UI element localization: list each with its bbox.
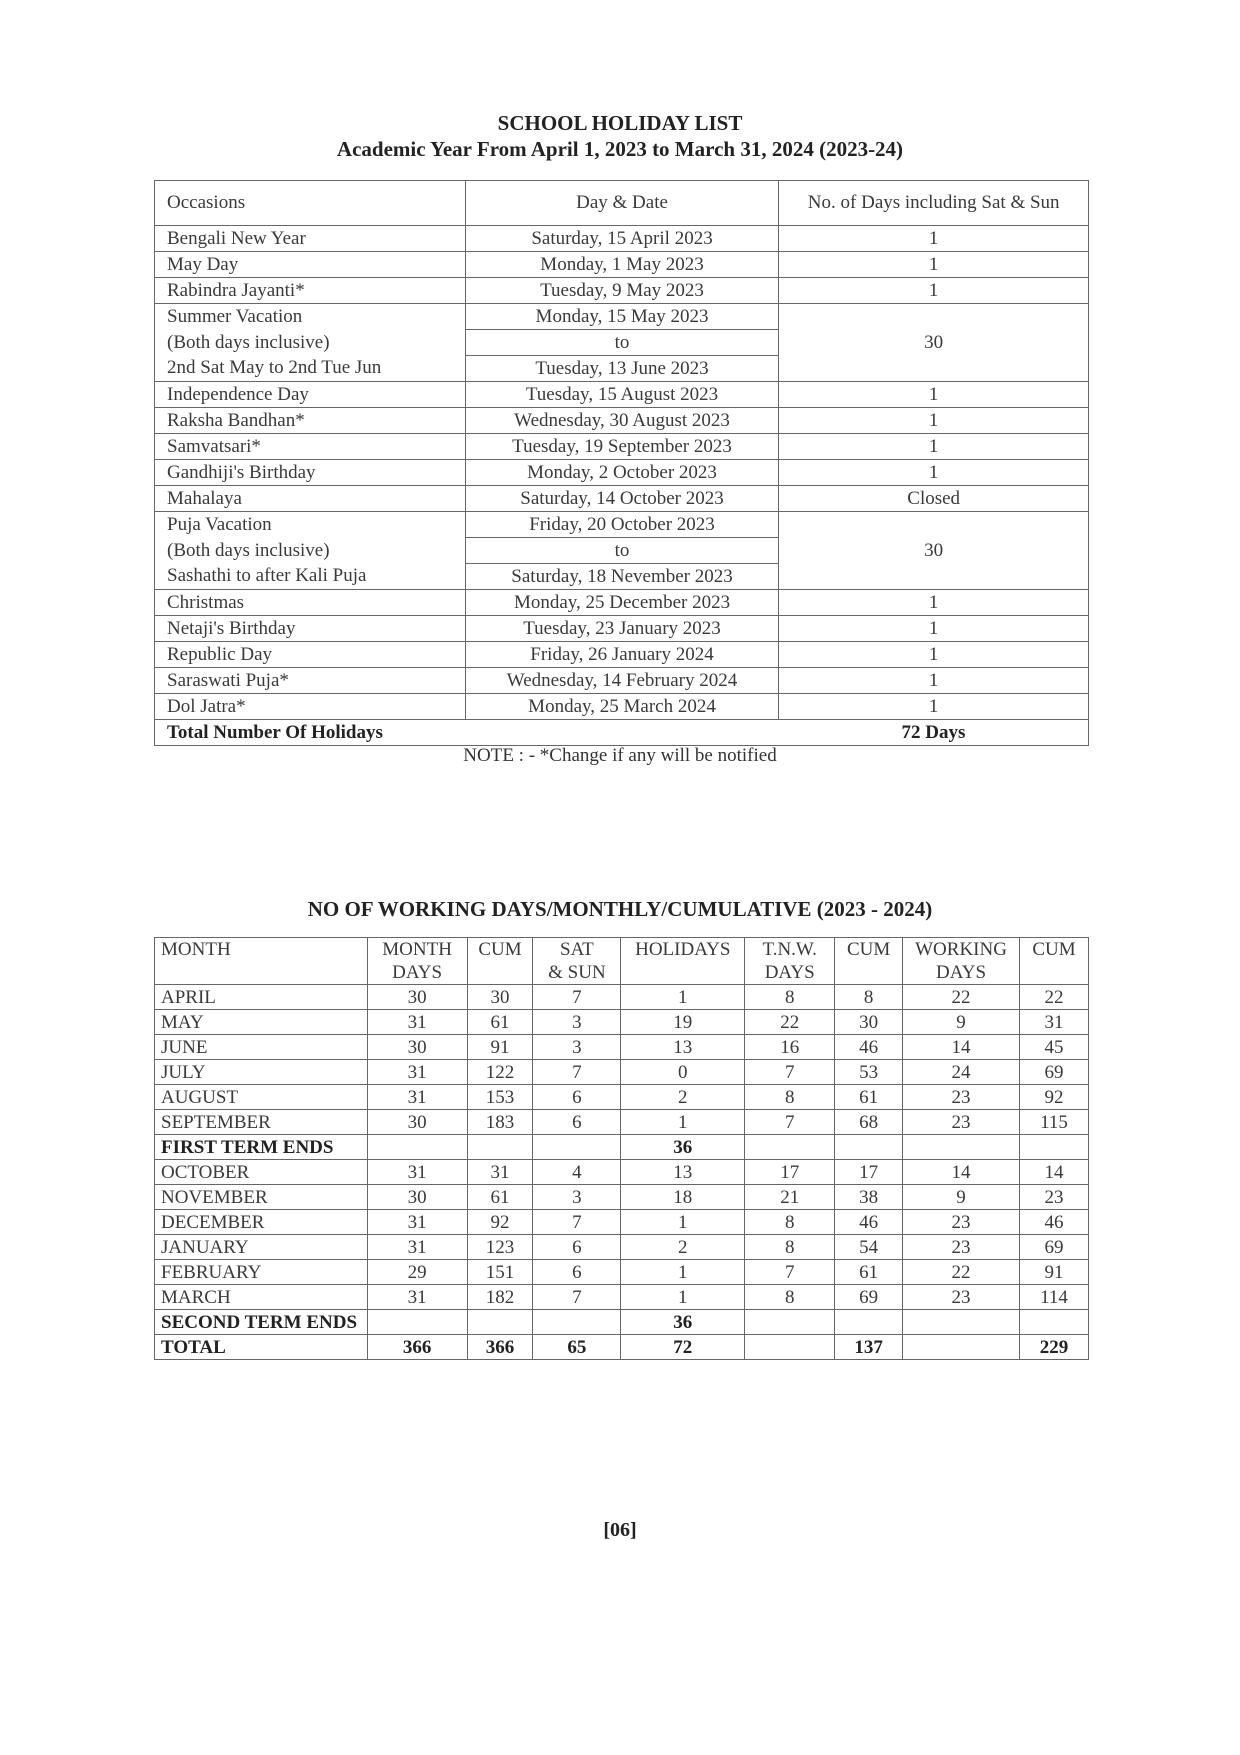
header-line-2: DAYS xyxy=(392,962,443,983)
month-value: 7 xyxy=(533,985,621,1010)
holiday-row xyxy=(155,590,1089,616)
month-value: 22 xyxy=(903,1260,1020,1285)
header-line-1: MONTH xyxy=(382,939,452,960)
month-value: 7 xyxy=(745,1110,835,1135)
holiday-total-row xyxy=(155,720,1089,746)
month-value: 1 xyxy=(621,985,745,1010)
month-value: 23 xyxy=(903,1110,1020,1135)
month-row xyxy=(155,1235,1089,1260)
month-name: JULY xyxy=(155,1060,368,1085)
month-row xyxy=(155,1110,1089,1135)
puja-vacation-date: Friday, 20 October 2023 xyxy=(465,512,779,538)
month-value: 123 xyxy=(467,1235,533,1260)
puja-vacation-label: Sashathi to after Kali Puja xyxy=(155,564,466,590)
days-cell: 1 xyxy=(779,460,1089,486)
month-value: 53 xyxy=(835,1060,903,1085)
month-value: 31 xyxy=(467,1160,533,1185)
month-value: 45 xyxy=(1020,1035,1089,1060)
month-value: 23 xyxy=(903,1085,1020,1110)
total-empty-cell xyxy=(465,720,779,746)
month-value: 7 xyxy=(745,1260,835,1285)
header-line-1: HOLIDAYS xyxy=(635,939,731,960)
holiday-row xyxy=(155,408,1089,434)
month-value: 7 xyxy=(533,1060,621,1085)
days-cell: 1 xyxy=(779,252,1089,278)
month-value: 68 xyxy=(835,1110,903,1135)
month-value: 61 xyxy=(467,1010,533,1035)
month-name: JANUARY xyxy=(155,1235,368,1260)
month-value: 9 xyxy=(903,1185,1020,1210)
holiday-row xyxy=(155,382,1089,408)
month-value: 92 xyxy=(467,1210,533,1235)
days-cell: 1 xyxy=(779,590,1089,616)
month-name: FEBRUARY xyxy=(155,1260,368,1285)
month-name: SEPTEMBER xyxy=(155,1110,368,1135)
month-value: 21 xyxy=(745,1185,835,1210)
month-value: 8 xyxy=(835,985,903,1010)
month-value: 153 xyxy=(467,1085,533,1110)
month-value: 22 xyxy=(1020,985,1089,1010)
empty-cell xyxy=(903,1135,1020,1160)
month-value: 2 xyxy=(621,1085,745,1110)
puja-vacation-row xyxy=(155,512,1089,538)
month-name: OCTOBER xyxy=(155,1160,368,1185)
month-row xyxy=(155,1285,1089,1310)
header-line-1: CUM xyxy=(846,939,891,960)
month-value: 61 xyxy=(835,1085,903,1110)
days-cell: 1 xyxy=(779,278,1089,304)
date-cell: Monday, 2 October 2023 xyxy=(465,460,779,486)
month-value: 13 xyxy=(621,1160,745,1185)
holiday-row xyxy=(155,434,1089,460)
month-value: 23 xyxy=(903,1210,1020,1235)
month-value: 31 xyxy=(367,1060,467,1085)
month-value: 3 xyxy=(533,1035,621,1060)
month-name: MAY xyxy=(155,1010,368,1035)
working-header-cell xyxy=(467,938,533,985)
month-value: 46 xyxy=(835,1210,903,1235)
total-value: 366 xyxy=(367,1335,467,1360)
month-value: 6 xyxy=(533,1085,621,1110)
month-value: 31 xyxy=(367,1085,467,1110)
first_term-holidays: 36 xyxy=(621,1135,745,1160)
month-value: 38 xyxy=(835,1185,903,1210)
month-value: 6 xyxy=(533,1235,621,1260)
total-value: 137 xyxy=(835,1335,903,1360)
month-value: 7 xyxy=(533,1285,621,1310)
working-total-row xyxy=(155,1335,1089,1360)
header-line-1: MONTH xyxy=(161,939,231,960)
working-header-cell xyxy=(533,938,621,985)
month-value: 91 xyxy=(1020,1260,1089,1285)
month-value: 8 xyxy=(745,1210,835,1235)
month-value: 69 xyxy=(835,1285,903,1310)
empty-cell xyxy=(467,1310,533,1335)
working-header-cell xyxy=(745,938,835,985)
month-name: MARCH xyxy=(155,1285,368,1310)
month-value: 61 xyxy=(835,1260,903,1285)
date-cell: Tuesday, 15 August 2023 xyxy=(465,382,779,408)
empty-cell xyxy=(1020,1135,1089,1160)
month-value: 31 xyxy=(367,1285,467,1310)
month-value: 17 xyxy=(745,1160,835,1185)
month-value: 30 xyxy=(367,1035,467,1060)
occasion-cell: Netaji's Birthday xyxy=(155,616,466,642)
occasion-cell: Rabindra Jayanti* xyxy=(155,278,466,304)
month-value: 4 xyxy=(533,1160,621,1185)
month-value: 8 xyxy=(745,1235,835,1260)
month-value: 69 xyxy=(1020,1060,1089,1085)
month-value: 30 xyxy=(367,1185,467,1210)
occasion-cell: May Day xyxy=(155,252,466,278)
date-cell: Tuesday, 19 September 2023 xyxy=(465,434,779,460)
month-value: 22 xyxy=(903,985,1020,1010)
month-value: 30 xyxy=(835,1010,903,1035)
date-cell: Friday, 26 January 2024 xyxy=(465,642,779,668)
month-value: 1 xyxy=(621,1260,745,1285)
month-value: 24 xyxy=(903,1060,1020,1085)
header-no-of-days: No. of Days including Sat & Sun xyxy=(779,181,1089,226)
holiday-row xyxy=(155,486,1089,512)
empty-cell xyxy=(367,1310,467,1335)
month-value: 23 xyxy=(903,1285,1020,1310)
occasion-cell: Republic Day xyxy=(155,642,466,668)
month-value: 14 xyxy=(903,1035,1020,1060)
month-row xyxy=(155,1210,1089,1235)
puja-vacation-label: (Both days inclusive) xyxy=(155,538,466,564)
month-value: 30 xyxy=(367,985,467,1010)
days-cell: 1 xyxy=(779,226,1089,252)
date-cell: Monday, 1 May 2023 xyxy=(465,252,779,278)
summer-vacation-label: (Both days inclusive) xyxy=(155,330,466,356)
month-value: 54 xyxy=(835,1235,903,1260)
working-header-cell xyxy=(1020,938,1089,985)
puja-vacation-label: Puja Vacation xyxy=(155,512,466,538)
holiday-row xyxy=(155,252,1089,278)
header-occasions: Occasions xyxy=(155,181,466,226)
month-value: 1 xyxy=(621,1210,745,1235)
month-value: 3 xyxy=(533,1185,621,1210)
holiday-header-row xyxy=(155,181,1089,226)
month-value: 16 xyxy=(745,1035,835,1060)
date-cell: Saturday, 15 April 2023 xyxy=(465,226,779,252)
empty-cell xyxy=(1020,1310,1089,1335)
days-cell: 1 xyxy=(779,642,1089,668)
month-value: 69 xyxy=(1020,1235,1089,1260)
total-value: 366 xyxy=(467,1335,533,1360)
summer-vacation-label: 2nd Sat May to 2nd Tue Jun xyxy=(155,356,466,382)
total-value: 72 xyxy=(621,1335,745,1360)
empty-cell xyxy=(533,1310,621,1335)
working-header-cell xyxy=(367,938,467,985)
occasion-cell: Christmas xyxy=(155,590,466,616)
month-value: 23 xyxy=(903,1235,1020,1260)
date-cell: Tuesday, 9 May 2023 xyxy=(465,278,779,304)
month-value: 7 xyxy=(533,1210,621,1235)
days-cell: 1 xyxy=(779,408,1089,434)
holiday-row xyxy=(155,460,1089,486)
days-cell: 1 xyxy=(779,694,1089,720)
month-value: 23 xyxy=(1020,1185,1089,1210)
working-header-cell xyxy=(835,938,903,985)
empty-cell xyxy=(835,1310,903,1335)
month-row xyxy=(155,985,1089,1010)
summer-vacation-days: 30 xyxy=(779,304,1089,382)
month-value: 29 xyxy=(367,1260,467,1285)
month-value: 3 xyxy=(533,1010,621,1035)
date-cell: Tuesday, 23 January 2023 xyxy=(465,616,779,642)
month-value: 9 xyxy=(903,1010,1020,1035)
total-holidays-value: 72 Days xyxy=(779,720,1089,746)
month-value: 31 xyxy=(1020,1010,1089,1035)
holiday-row xyxy=(155,226,1089,252)
occasion-cell: Gandhiji's Birthday xyxy=(155,460,466,486)
days-cell: 1 xyxy=(779,668,1089,694)
month-value: 8 xyxy=(745,1285,835,1310)
month-value: 6 xyxy=(533,1110,621,1135)
puja-vacation-date: to xyxy=(465,538,779,564)
summer-vacation-row xyxy=(155,304,1089,330)
holiday-list-subtitle: Academic Year From April 1, 2023 to March 31, 2024 (2023-24) xyxy=(336,137,904,161)
first_term-label: FIRST TERM ENDS xyxy=(155,1135,368,1160)
holiday-note: NOTE : - *Change if any will be notified xyxy=(463,745,777,766)
total-label: TOTAL xyxy=(155,1335,368,1360)
holiday-row xyxy=(155,278,1089,304)
occasion-cell: Bengali New Year xyxy=(155,226,466,252)
holiday-row xyxy=(155,694,1089,720)
month-value: 13 xyxy=(621,1035,745,1060)
working-header-cell xyxy=(155,938,368,985)
month-value: 182 xyxy=(467,1285,533,1310)
date-cell: Monday, 25 December 2023 xyxy=(465,590,779,616)
working-header-cell xyxy=(621,938,745,985)
header-line-2: DAYS xyxy=(764,962,815,983)
month-value: 30 xyxy=(367,1110,467,1135)
month-value: 14 xyxy=(903,1160,1020,1185)
header-line-1: T.N.W. xyxy=(762,939,817,960)
month-value: 18 xyxy=(621,1185,745,1210)
month-value: 31 xyxy=(367,1210,467,1235)
days-cell: 1 xyxy=(779,382,1089,408)
month-value: 0 xyxy=(621,1060,745,1085)
empty-cell xyxy=(745,1310,835,1335)
header-line-1: CUM xyxy=(1032,939,1076,960)
month-value: 19 xyxy=(621,1010,745,1035)
date-cell: Saturday, 14 October 2023 xyxy=(465,486,779,512)
month-value: 183 xyxy=(467,1110,533,1135)
puja-vacation-date: Saturday, 18 Nevember 2023 xyxy=(465,564,779,590)
month-row xyxy=(155,1060,1089,1085)
month-value: 46 xyxy=(835,1035,903,1060)
month-value: 114 xyxy=(1020,1285,1089,1310)
days-cell: Closed xyxy=(779,486,1089,512)
days-cell: 1 xyxy=(779,616,1089,642)
summer-vacation-date: to xyxy=(465,330,779,356)
month-value: 92 xyxy=(1020,1085,1089,1110)
working-days-title: NO OF WORKING DAYS/MONTHLY/CUMULATIVE (2023 - 2024) xyxy=(307,897,933,921)
occasion-cell: Saraswati Puja* xyxy=(155,668,466,694)
header-line-1: SAT xyxy=(560,939,594,960)
month-value: 115 xyxy=(1020,1110,1089,1135)
month-value: 2 xyxy=(621,1235,745,1260)
working-header-row xyxy=(155,938,1089,985)
month-value: 31 xyxy=(367,1235,467,1260)
month-value: 22 xyxy=(745,1010,835,1035)
holiday-list-title: SCHOOL HOLIDAY LIST xyxy=(497,111,743,135)
month-name: DECEMBER xyxy=(155,1210,368,1235)
summer-vacation-label: Summer Vacation xyxy=(155,304,466,330)
month-row xyxy=(155,1010,1089,1035)
total-value xyxy=(745,1335,835,1360)
month-value: 7 xyxy=(745,1060,835,1085)
month-value: 8 xyxy=(745,1085,835,1110)
second_term-holidays: 36 xyxy=(621,1310,745,1335)
puja-vacation-days: 30 xyxy=(779,512,1089,590)
month-name: AUGUST xyxy=(155,1085,368,1110)
second_term-row xyxy=(155,1310,1089,1335)
total-value: 65 xyxy=(533,1335,621,1360)
month-value: 122 xyxy=(467,1060,533,1085)
month-row xyxy=(155,1260,1089,1285)
working-days-table xyxy=(154,937,1089,1360)
month-row xyxy=(155,1085,1089,1110)
month-name: APRIL xyxy=(155,985,368,1010)
total-value: 229 xyxy=(1020,1335,1089,1360)
empty-cell xyxy=(467,1135,533,1160)
month-value: 1 xyxy=(621,1285,745,1310)
month-row xyxy=(155,1035,1089,1060)
month-value: 61 xyxy=(467,1185,533,1210)
summer-vacation-date: Monday, 15 May 2023 xyxy=(465,304,779,330)
date-cell: Wednesday, 14 February 2024 xyxy=(465,668,779,694)
total-holidays-label: Total Number Of Holidays xyxy=(155,720,466,746)
header-line-2: & SUN xyxy=(548,962,606,983)
month-value: 91 xyxy=(467,1035,533,1060)
holiday-row xyxy=(155,616,1089,642)
occasion-cell: Independence Day xyxy=(155,382,466,408)
header-day-date: Day & Date xyxy=(465,181,779,226)
month-value: 6 xyxy=(533,1260,621,1285)
holiday-table xyxy=(154,180,1089,746)
occasion-cell: Dol Jatra* xyxy=(155,694,466,720)
holiday-list-heading xyxy=(0,110,1240,162)
empty-cell xyxy=(835,1135,903,1160)
holiday-row xyxy=(155,668,1089,694)
working-header-cell xyxy=(903,938,1020,985)
month-row xyxy=(155,1160,1089,1185)
holiday-row xyxy=(155,642,1089,668)
total-value xyxy=(903,1335,1020,1360)
occasion-cell: Raksha Bandhan* xyxy=(155,408,466,434)
date-cell: Monday, 25 March 2024 xyxy=(465,694,779,720)
header-line-1: WORKING xyxy=(915,939,1007,960)
header-line-2: DAYS xyxy=(936,962,987,983)
month-value: 8 xyxy=(745,985,835,1010)
month-value: 14 xyxy=(1020,1160,1089,1185)
empty-cell xyxy=(745,1135,835,1160)
empty-cell xyxy=(367,1135,467,1160)
month-value: 17 xyxy=(835,1160,903,1185)
summer-vacation-date: Tuesday, 13 June 2023 xyxy=(465,356,779,382)
month-value: 30 xyxy=(467,985,533,1010)
first_term-row xyxy=(155,1135,1089,1160)
page-number: [06] xyxy=(603,1519,637,1541)
days-cell: 1 xyxy=(779,434,1089,460)
empty-cell xyxy=(903,1310,1020,1335)
month-value: 151 xyxy=(467,1260,533,1285)
month-name: NOVEMBER xyxy=(155,1185,368,1210)
month-row xyxy=(155,1185,1089,1210)
empty-cell xyxy=(533,1135,621,1160)
month-value: 31 xyxy=(367,1160,467,1185)
month-value: 31 xyxy=(367,1010,467,1035)
occasion-cell: Samvatsari* xyxy=(155,434,466,460)
occasion-cell: Mahalaya xyxy=(155,486,466,512)
month-name: JUNE xyxy=(155,1035,368,1060)
second_term-label: SECOND TERM ENDS xyxy=(155,1310,368,1335)
month-value: 1 xyxy=(621,1110,745,1135)
date-cell: Wednesday, 30 August 2023 xyxy=(465,408,779,434)
month-value: 46 xyxy=(1020,1210,1089,1235)
header-line-1: CUM xyxy=(478,939,522,960)
